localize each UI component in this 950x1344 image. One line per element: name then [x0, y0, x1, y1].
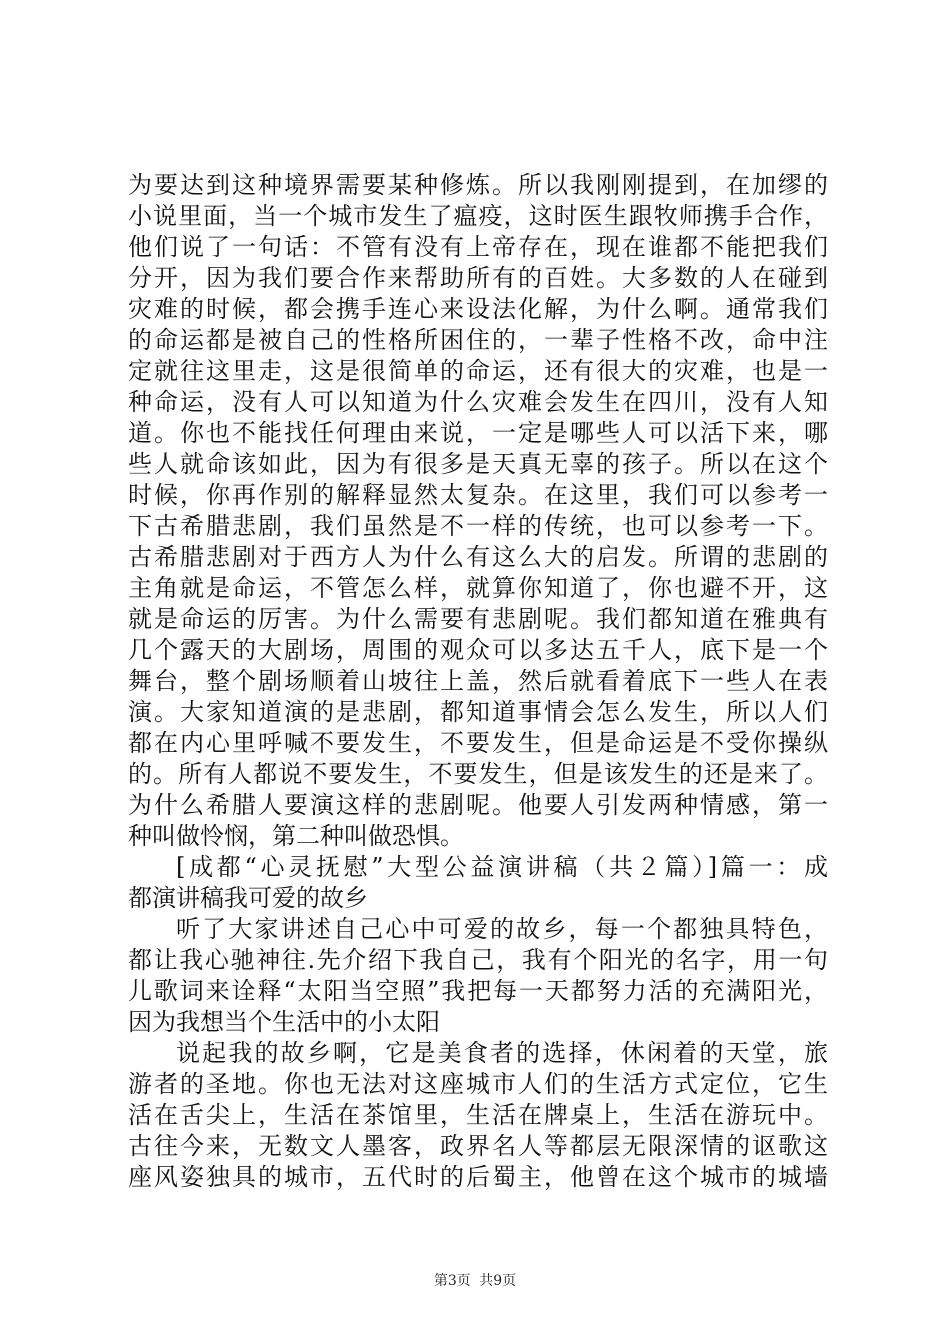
text-line: 都在内心里呼喊不要发生，不要发生，但是命运是不受你操纵: [128, 729, 828, 757]
document-body: [128, 170, 828, 1193]
text-line: 舞台，整个剧场顺着山坡往上盖，然后就看着底下一些人在表: [128, 667, 828, 695]
text-line: 道。你也不能找任何理由来说，一定是哪些人可以活下来，哪: [128, 419, 828, 447]
text-line: 都演讲稿我可爱的故乡: [128, 884, 368, 912]
text-line: 种叫做怜悯，第二种叫做恐惧。: [128, 822, 464, 850]
text-line: 的。所有人都说不要发生，不要发生，但是该发生的还是来了。: [128, 760, 828, 788]
paragraph: [128, 852, 828, 914]
text-line: 听了大家讲述自己心中可爱的故乡，每一个都独具特色，: [176, 915, 828, 943]
page-number: 第3页: [433, 1273, 471, 1289]
text-line: 时候，你再作别的解释显然太复杂。在这里，我们可以参考一: [128, 481, 828, 509]
page-footer: [0, 1270, 950, 1290]
text-line: 为什么希腊人要演这样的悲剧呢。他要人引发两种情感，第一: [128, 791, 828, 819]
text-line: [成都“心灵抚慰”大型公益演讲稿（共２篇）]篇一：成: [176, 853, 828, 881]
paragraph: [128, 170, 828, 852]
text-line: 游者的圣地。你也无法对这座城市人们的生活方式定位，它生: [128, 1070, 828, 1098]
text-line: 儿歌词来诠释“太阳当空照”我把每一天都努力活的充满阳光，: [128, 977, 828, 1005]
text-line: 座风姿独具的城市，五代时的后蜀主，他曾在这个城市的城墙: [128, 1163, 828, 1191]
text-line: 演。大家知道演的是悲剧，都知道事情会怎么发生，所以人们: [128, 698, 828, 726]
text-line: 为要达到这种境界需要某种修炼。所以我刚刚提到，在加缪的: [128, 171, 828, 199]
text-line: 他们说了一句话：不管有没有上帝存在，现在谁都不能把我们: [128, 233, 828, 261]
paragraph: [128, 914, 828, 1038]
text-line: 的命运都是被自己的性格所困住的，一辈子性格不改，命中注: [128, 326, 828, 354]
text-line: 种命运，没有人可以知道为什么灾难会发生在四川，没有人知: [128, 388, 828, 416]
text-line: 些人就命该如此，因为有很多是天真无辜的孩子。所以在这个: [128, 450, 828, 478]
text-line: 说起我的故乡啊，它是美食者的选择，休闲着的天堂，旅: [176, 1039, 828, 1067]
paragraph: [128, 1038, 828, 1193]
page-total: 共9页: [479, 1273, 517, 1289]
text-line: 因为我想当个生活中的小太阳: [128, 1008, 440, 1036]
text-line: 都让我心驰神往.先介绍下我自己，我有个阳光的名字，用一句: [128, 946, 828, 974]
text-line: 小说里面，当一个城市发生了瘟疫，这时医生跟牧师携手合作，: [128, 202, 828, 230]
text-line: 几个露天的大剧场，周围的观众可以多达五千人，底下是一个: [128, 636, 828, 664]
text-line: 活在舌尖上，生活在茶馆里，生活在牌桌上，生活在游玩中。: [128, 1101, 828, 1129]
text-line: 古往今来，无数文人墨客，政界名人等都层无限深情的讴歌这: [128, 1132, 828, 1160]
text-line: 古希腊悲剧对于西方人为什么有这么大的启发。所谓的悲剧的: [128, 543, 828, 571]
text-line: 主角就是命运，不管怎么样，就算你知道了，你也避不开，这: [128, 574, 828, 602]
text-line: 分开，因为我们要合作来帮助所有的百姓。大多数的人在碰到: [128, 264, 828, 292]
text-line: 就是命运的厉害。为什么需要有悲剧呢。我们都知道在雅典有: [128, 605, 828, 633]
text-line: 定就往这里走，这是很简单的命运，还有很大的灾难，也是一: [128, 357, 828, 385]
text-line: 下古希腊悲剧，我们虽然是不一样的传统，也可以参考一下。: [128, 512, 828, 540]
text-line: 灾难的时候，都会携手连心来设法化解，为什么啊。通常我们: [128, 295, 828, 323]
